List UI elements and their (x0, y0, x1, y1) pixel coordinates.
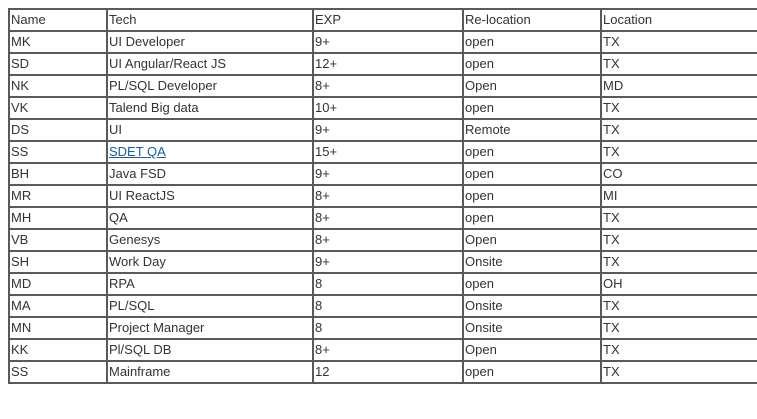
header-exp: EXP (313, 9, 463, 31)
table-row (9, 53, 757, 75)
cell-name: VB (9, 229, 107, 251)
cell-exp: 8 (313, 273, 463, 295)
cell-relocation: open (463, 273, 601, 295)
tech-link[interactable]: SDET QA (109, 144, 166, 159)
cell-exp: 8+ (313, 207, 463, 229)
header-tech: Tech (107, 9, 313, 31)
cell-location: TX (601, 295, 757, 317)
cell-relocation: open (463, 207, 601, 229)
cell-location: TX (601, 119, 757, 141)
cell-exp: 8+ (313, 339, 463, 361)
table-row (9, 163, 757, 185)
table-row (9, 273, 757, 295)
table-row (9, 229, 757, 251)
cell-tech: Talend Big data (107, 97, 313, 119)
cell-relocation: Open (463, 339, 601, 361)
cell-name: MN (9, 317, 107, 339)
table-row (9, 339, 757, 361)
cell-tech: UI (107, 119, 313, 141)
cell-relocation: open (463, 53, 601, 75)
table-row (9, 75, 757, 97)
cell-location: CO (601, 163, 757, 185)
table-row (9, 251, 757, 273)
header-row (9, 9, 757, 31)
table-row (9, 295, 757, 317)
cell-tech: PL/SQL Developer (107, 75, 313, 97)
table-row (9, 317, 757, 339)
cell-name: BH (9, 163, 107, 185)
cell-name: SD (9, 53, 107, 75)
cell-name: VK (9, 97, 107, 119)
cell-exp: 10+ (313, 97, 463, 119)
cell-name: NK (9, 75, 107, 97)
cell-name: SS (9, 361, 107, 383)
cell-relocation: Onsite (463, 317, 601, 339)
header-name: Name (9, 9, 107, 31)
table-row (9, 207, 757, 229)
cell-location: TX (601, 317, 757, 339)
cell-relocation: open (463, 163, 601, 185)
cell-relocation: open (463, 31, 601, 53)
cell-tech: Genesys (107, 229, 313, 251)
cell-name: MK (9, 31, 107, 53)
header-location: Location (601, 9, 757, 31)
cell-tech: RPA (107, 273, 313, 295)
cell-location: TX (601, 141, 757, 163)
cell-tech: QA (107, 207, 313, 229)
cell-location: TX (601, 339, 757, 361)
cell-location: MI (601, 185, 757, 207)
header-relocation: Re-location (463, 9, 601, 31)
cell-tech: Pl/SQL DB (107, 339, 313, 361)
cell-relocation: Open (463, 75, 601, 97)
cell-location: TX (601, 207, 757, 229)
cell-name: KK (9, 339, 107, 361)
cell-relocation: open (463, 141, 601, 163)
cell-tech: UI Angular/React JS (107, 53, 313, 75)
table-row (9, 31, 757, 53)
cell-location: TX (601, 251, 757, 273)
cell-exp: 8+ (313, 229, 463, 251)
cell-relocation: Onsite (463, 295, 601, 317)
cell-location: TX (601, 361, 757, 383)
cell-tech: UI Developer (107, 31, 313, 53)
cell-location: TX (601, 229, 757, 251)
cell-tech (107, 141, 313, 163)
cell-exp: 8 (313, 317, 463, 339)
candidates-table (8, 8, 757, 384)
cell-tech: UI ReactJS (107, 185, 313, 207)
cell-exp: 12+ (313, 53, 463, 75)
cell-name: SS (9, 141, 107, 163)
cell-tech: Project Manager (107, 317, 313, 339)
cell-relocation: Open (463, 229, 601, 251)
cell-exp: 8+ (313, 185, 463, 207)
cell-exp: 9+ (313, 163, 463, 185)
cell-relocation: open (463, 97, 601, 119)
cell-exp: 15+ (313, 141, 463, 163)
table-row (9, 361, 757, 383)
cell-relocation: open (463, 361, 601, 383)
cell-exp: 8+ (313, 75, 463, 97)
table-row (9, 185, 757, 207)
cell-name: MD (9, 273, 107, 295)
cell-tech: Work Day (107, 251, 313, 273)
cell-tech: Mainframe (107, 361, 313, 383)
cell-relocation: open (463, 185, 601, 207)
cell-exp: 8 (313, 295, 463, 317)
cell-exp: 9+ (313, 31, 463, 53)
cell-name: MR (9, 185, 107, 207)
cell-location: TX (601, 31, 757, 53)
table-row (9, 97, 757, 119)
table-row (9, 119, 757, 141)
cell-name: SH (9, 251, 107, 273)
cell-location: TX (601, 53, 757, 75)
cell-tech: Java FSD (107, 163, 313, 185)
cell-name: DS (9, 119, 107, 141)
table-row (9, 141, 757, 163)
table-body (9, 31, 757, 383)
cell-exp: 9+ (313, 251, 463, 273)
cell-name: MH (9, 207, 107, 229)
cell-relocation: Remote (463, 119, 601, 141)
cell-name: MA (9, 295, 107, 317)
cell-location: MD (601, 75, 757, 97)
cell-location: TX (601, 97, 757, 119)
cell-exp: 12 (313, 361, 463, 383)
cell-tech: PL/SQL (107, 295, 313, 317)
cell-location: OH (601, 273, 757, 295)
cell-exp: 9+ (313, 119, 463, 141)
cell-relocation: Onsite (463, 251, 601, 273)
